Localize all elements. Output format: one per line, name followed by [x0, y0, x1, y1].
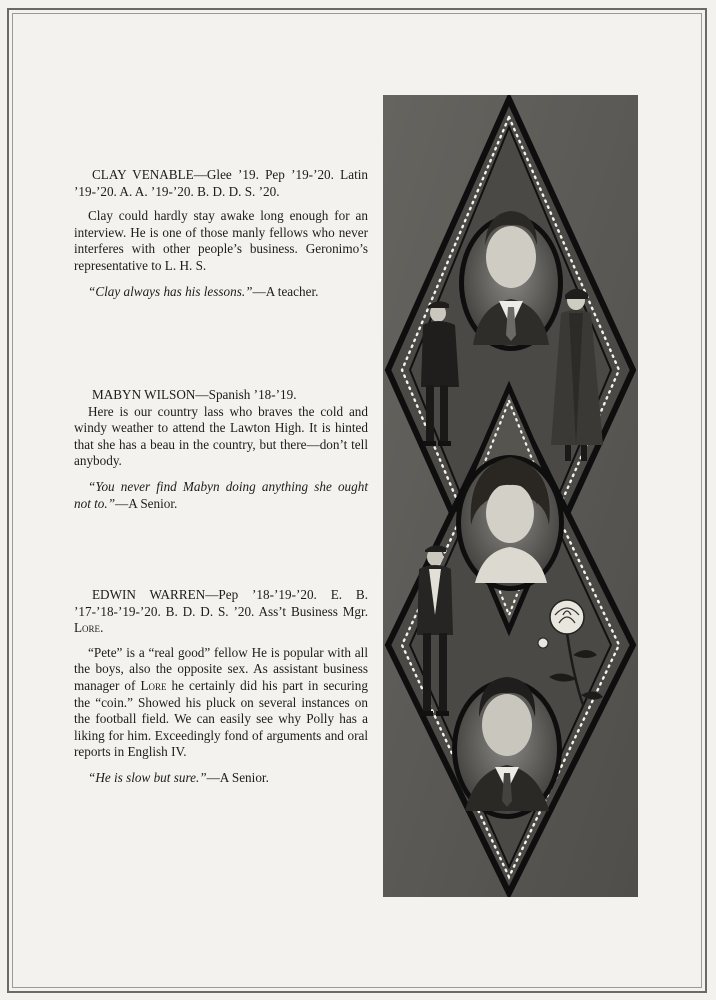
body-text-2: he certainly did his part in securing the “coin.” Showed his pluck on several instances on the football field. We can easily see why Polly has a liking for him. Exceedingly fond of arguments and oral reports in English IV. [74, 677, 368, 760]
photo-collage [383, 95, 638, 897]
entry-clay-venable [74, 167, 368, 309]
entry-quote [74, 284, 368, 301]
entry-body: Here is our country lass who braves the cold and windy weather to attend the Lawton High. It is hinted that she has a beau in the country, but there—don’t tell anybody. [74, 403, 368, 469]
entry-body: Clay could hardly stay awake long enough for an interview. He is one of those manly fellows who never interferes with other people’s business. Geronimo’s representative to L. H. S. [74, 208, 368, 273]
quote-attribution: —A Senior. [206, 769, 269, 785]
entry-mabyn-wilson [74, 387, 368, 521]
entry-edwin-warren [74, 587, 368, 796]
entry-quote [74, 770, 368, 787]
entry-quote [74, 479, 368, 512]
photo-panel [383, 95, 638, 897]
lore-smallcaps: Lore [140, 677, 167, 693]
lore-smallcaps: Lore [74, 620, 101, 636]
quote-text: “You never find Mabyn doing anything she ought not to.” [74, 478, 368, 511]
portrait-mabyn-wilson [456, 455, 564, 591]
heading-text: EDWIN WARREN—Pep ’18-’19-’20. E. B. ’17-’18-’19-’20. B. D. D. S. ’20. Ass’t Business Mgr. [74, 587, 368, 619]
entry-heading: CLAY VENABLE—Glee ’19. Pep ’19-’20. Latin ’19-’20. A. A. ’19-’20. B. D. D. S. ’20. [74, 167, 368, 199]
body-text-1: “Pete” is a “real good” fellow He is popular with all the boys, also the opposite sex. As assistant business manager of [74, 644, 368, 693]
quote-text: “He is slow but sure.” [88, 769, 207, 785]
entry-heading: MABYN WILSON—Spanish ’18-’19. [92, 387, 297, 402]
entry-body [74, 645, 368, 761]
heading-period: . [100, 620, 104, 636]
quote-attribution: —A Senior. [115, 495, 178, 511]
entry-heading [74, 587, 368, 637]
quote-text: “Clay always has his lessons.” [88, 283, 253, 299]
quote-attribution: —A teacher. [252, 283, 319, 299]
